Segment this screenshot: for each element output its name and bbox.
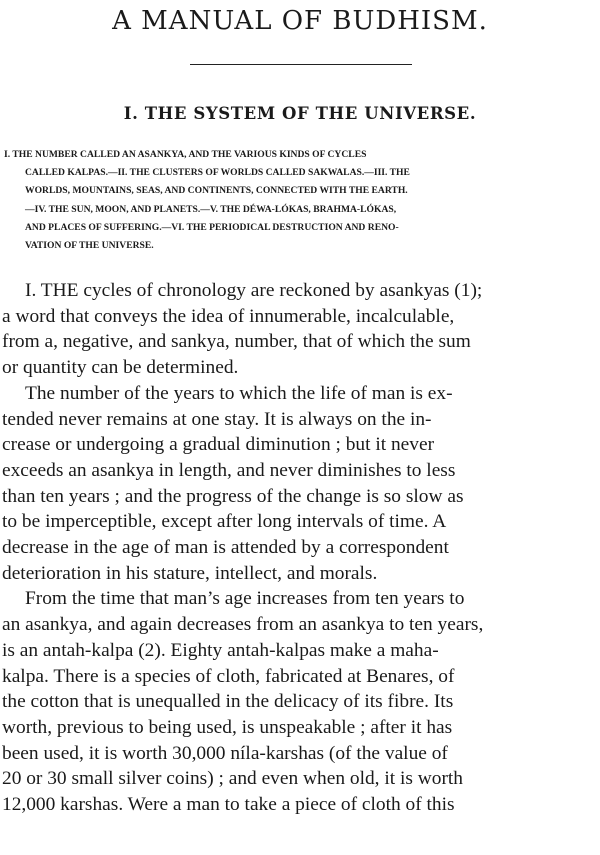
summary-line: I. THE NUMBER CALLED AN ASANKYA, AND THE VARIOUS KINDS OF CYCLES [4,149,367,160]
body-text [2,278,598,818]
body-line: is an antah-kalpa (2). Eighty antah-kalpas make a maha- [2,639,439,661]
body-line: than ten years ; and the progress of the change is so slow as [2,485,464,507]
body-line: to be imperceptible, except after long intervals of time. A [2,511,447,533]
body-line: been used, it is worth 30,000 níla-karshas (of the value of [2,742,448,764]
body-line: 20 or 30 small silver coins) ; and even when old, it is worth [2,768,463,790]
body-line: an asankya, and again decreases from an asankya to ten years, [2,614,484,636]
body-line: tended never remains at one stay. It is always on the in- [2,408,432,430]
body-line: exceeds an asankya in length, and never diminishes to less [2,459,456,481]
summary-line: VATION OF THE UNIVERSE. [25,240,154,252]
body-line: deterioration in his stature, intellect, and morals. [2,562,378,584]
body-line: or quantity can be determined. [2,357,239,379]
body-line: From the time that man’s age increases from ten years to [25,588,465,610]
chapter-summary [4,146,596,255]
summary-line: CALLED KALPAS.—II. THE CLUSTERS OF WORLDS CALLED SAKWALAS.—III. THE [25,167,410,179]
body-line: the cotton that is unequalled in the delicacy of its fibre. Its [2,691,454,713]
body-line: decrease in the age of man is attended by a correspondent [2,537,449,559]
chapter-title: I. THE SYSTEM OF THE UNIVERSE. [123,104,477,123]
body-line: The number of the years to which the life of man is ex- [25,382,453,404]
title-divider [190,64,412,65]
body-line: kalpa. There is a species of cloth, fabricated at Benares, of [2,665,455,687]
body-line: 12,000 karshas. Were a man to take a piece of cloth of this [2,794,455,816]
book-title: A MANUAL OF BUDHISM. [112,6,488,36]
body-line: from a, negative, and sankya, number, that of which the sum [2,331,471,353]
body-line: I. THE cycles of chronology are reckoned by asankyas (1); [25,280,483,301]
summary-line: —IV. THE SUN, MOON, AND PLANETS.—V. THE DÉWA-LÓKAS, BRAHMA-LÓKAS, [25,203,397,215]
body-line: crease or undergoing a gradual diminution ; but it never [2,434,435,456]
summary-line: AND PLACES OF SUFFERING.—VI. THE PERIODICAL DESTRUCTION AND RENO- [25,221,399,233]
summary-line: WORLDS, MOUNTAINS, SEAS, AND CONTINENTS, CONNECTED WITH THE EARTH. [25,185,408,197]
body-line: worth, previous to being used, is unspeakable ; after it has [2,716,453,738]
body-line: a word that conveys the idea of innumerable, incalculable, [2,305,455,327]
